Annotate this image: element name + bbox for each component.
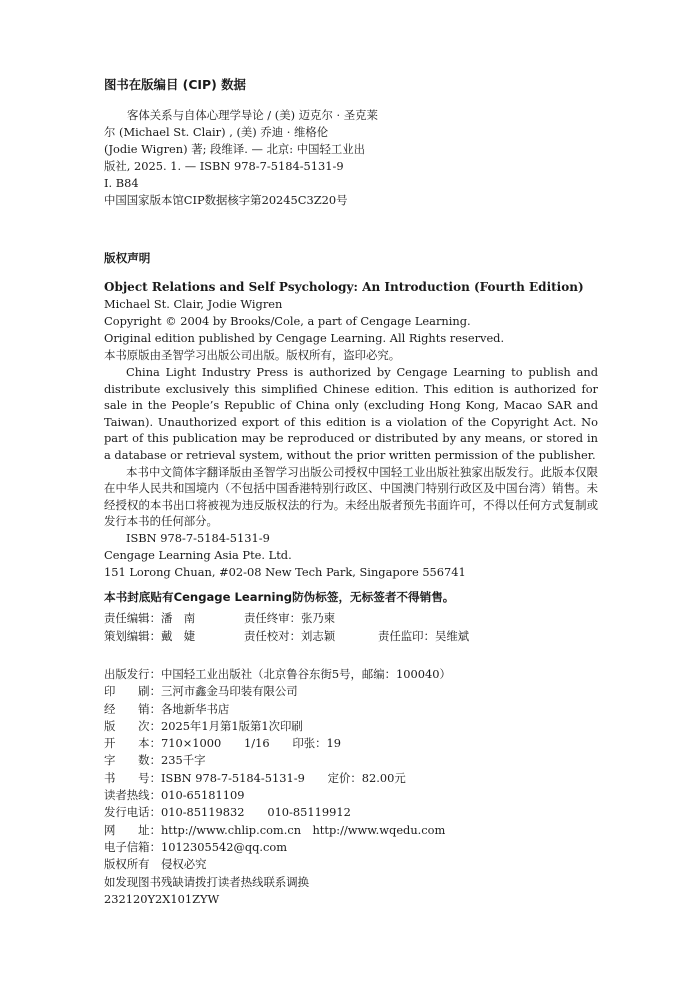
cip-line-1: 客体关系与自体心理学导论 / (美) 迈克尔 · 圣克莱 [127,108,378,122]
info-value: 235千字 [160,753,206,768]
info-row [104,735,451,752]
info-row [104,822,451,839]
staff-label: 责任编辑： [104,611,161,625]
cip-title: 图书在版编目 (CIP) 数据 [104,77,246,92]
copyright-heading: 版权声明 [104,251,151,265]
staff-proofreader [244,628,378,645]
cip-line-2: 尔 (Michael St. Clair) , (美) 乔迪 · 维格伦 [104,125,329,139]
staff-label: 责任监印： [378,629,435,643]
rights-reserved: 版权所有 侵权必究 [104,857,207,872]
staff-planning-editor [104,628,244,645]
cip-block [104,76,378,209]
info-row [104,666,451,683]
staff-value: 戴 婕 [160,629,196,643]
info-value: 各地新华书店 [160,701,230,716]
cip-class-number: Ⅰ. B84 [104,176,139,190]
info-label: 经 销： [104,701,161,716]
info-label: 出版发行： [104,667,161,681]
staff-value: 潘 南 [160,611,196,625]
publisher-address: 151 Lorong Chuan, #02-08 New Tech Park, Singapore 556741 [104,564,466,579]
staff-value: 张乃柬 [300,611,336,625]
info-value: 中国轻工业出版社（北京鲁谷东街5号，邮编：100040） [160,667,451,681]
info-label: 版 次： [104,718,161,733]
copyright-line: Copyright © 2004 by Brooks/Cole, a part of Cengage Learning. [104,314,471,328]
info-row [104,701,451,718]
publisher-name: Cengage Learning Asia Pte. Ltd. [104,547,292,562]
info-value: 710×1000 1/16 印张：19 [160,736,342,751]
info-value: ISBN 978-7-5184-5131-9 定价：82.00元 [160,770,406,785]
authors-en: Michael St. Clair, Jodie Wigren [104,297,283,311]
cn-original-notice: 本书原版由圣智学习出版公司出版。版权所有，盗印必究。 [104,348,401,362]
info-label: 书 号： [104,770,161,785]
staff-row-2 [104,628,469,645]
info-row [104,752,451,769]
info-label: 开 本： [104,736,161,751]
publication-info [104,666,451,908]
info-row [104,787,451,804]
info-label: 发行电话： [104,805,161,820]
info-value: 010-85119832 010-85119912 [160,805,351,820]
info-row [104,718,451,735]
info-value: http://www.chlip.com.cn http://www.wqedu.com [160,822,446,837]
info-label: 字 数： [104,753,161,768]
info-label: 印 刷： [104,684,161,699]
copyright-block [104,250,598,606]
info-row [104,770,451,787]
original-edition: Original edition published by Cengage Learning. All Rights reserved. [104,331,505,345]
staff-value: 吴维斌 [434,629,470,643]
en-authorization-paragraph: China Light Industry Press is authorized by Cengage Learning to publish and distribute exclusively this simplified Chinese edition. This edition is authorized for sale in the People’s Republic of China only (excluding Hong Kong, Macao SAR and Taiwan). Unauthorized export of this edition is a violation of the Copyright Act. No part of this publication may be reproduced or distributed by any means, or stored in a database or retrieval system, without the prior written permission of the publisher. [104,365,598,462]
copyright-isbn: ISBN 978-7-5184-5131-9 [126,530,270,545]
cip-record-number: 中国国家版本馆CIP数据核字第20245C3Z20号 [104,193,348,207]
staff-label: 责任终审： [244,611,301,625]
staff-value: 刘志颖 [300,629,336,643]
staff-print-supervisor [378,628,469,645]
info-value: 2025年1月第1版第1次印刷 [160,718,303,733]
info-label: 网 址： [104,822,161,837]
staff-editor [104,610,244,627]
info-value: 1012305542@qq.com [160,839,288,854]
staff-label: 责任校对： [244,629,301,643]
info-label: 电子信箱： [104,839,161,854]
anti-counterfeit-notice: 本书封底贴有Cengage Learning防伪标签，无标签者不得销售。 [104,589,455,604]
defect-notice: 如发现图书残缺请拨打读者热线联系调换 [104,874,310,889]
cip-line-3: (Jodie Wigren) 著; 段维译. — 北京: 中国轻工业出 [104,142,366,156]
info-row [104,683,451,700]
info-value: 三河市鑫金马印装有限公司 [160,684,298,699]
book-title-en: Object Relations and Self Psychology: An Introduction (Fourth Edition) [104,280,584,294]
info-label: 读者热线： [104,788,161,803]
print-code: 232120Y2X101ZYW [104,891,220,906]
cip-line-4: 版社, 2025. 1. — ISBN 978-7-5184-5131-9 [104,159,344,173]
cn-authorization-paragraph: 本书中文简体字翻译版由圣智学习出版公司授权中国轻工业出版社独家出版发行。此版本仅限在中华人民共和国境内（不包括中国香港特别行政区、中国澳门特别行政区及中国台湾）销售。未经授权的本书出口将被视为违反版权法的行为。未经出版者预先书面许可，不得以任何方式复制或发行本书的任何部分。 [104,464,598,529]
staff-label: 策划编辑： [104,629,161,643]
info-value: 010-65181109 [160,788,245,803]
info-row [104,839,451,856]
staff-row-1 [104,610,335,627]
staff-final-review [244,610,335,627]
info-row [104,804,451,821]
